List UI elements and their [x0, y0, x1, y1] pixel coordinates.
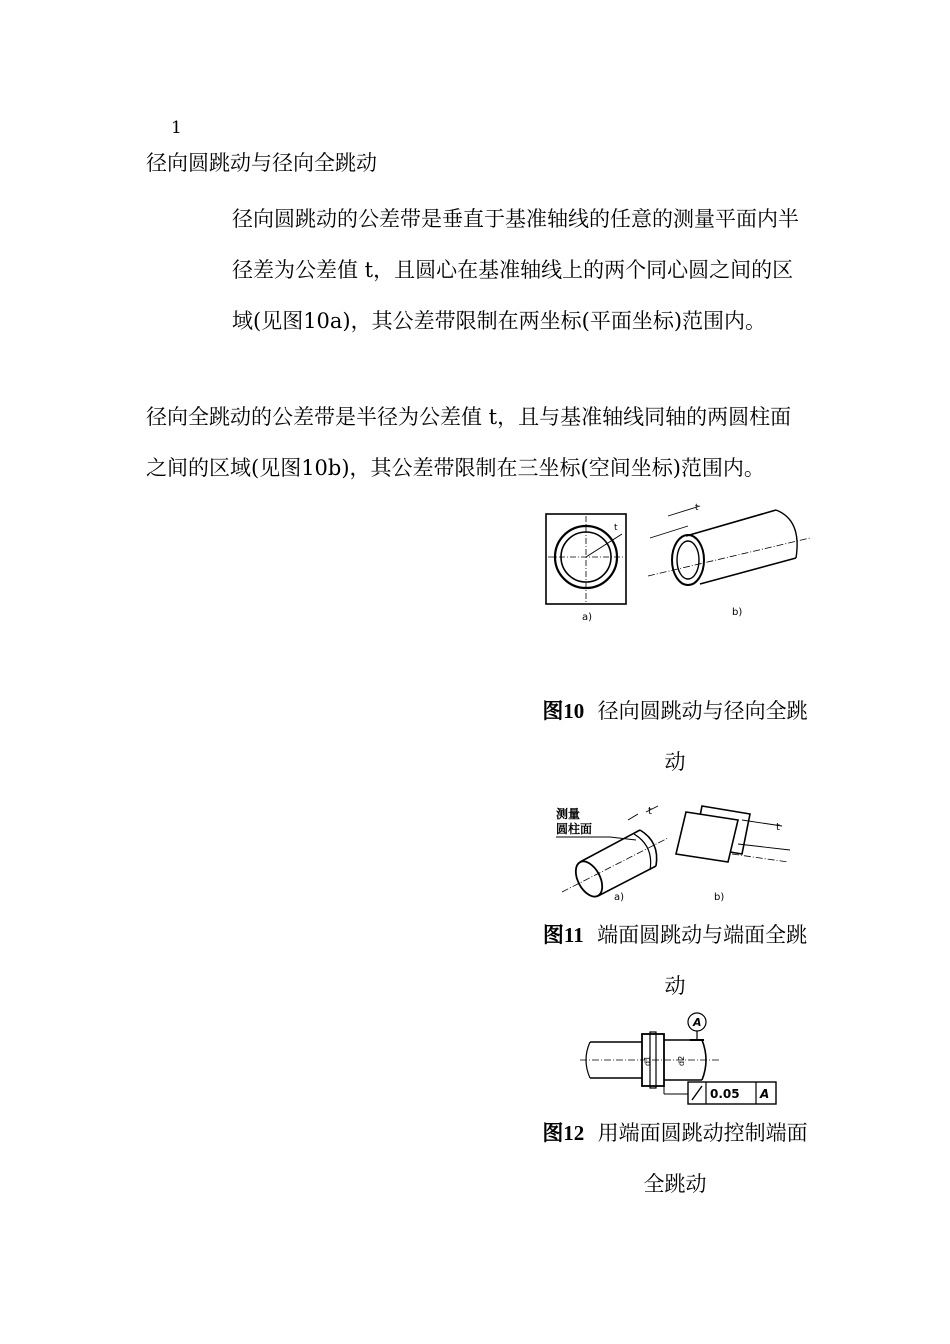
fig11-annotation-1: 测量: [556, 807, 581, 821]
fig12-datum-label: A: [693, 1016, 702, 1029]
fig12-tolerance-datum: A: [760, 1087, 770, 1101]
fig10-sub-label-a: a): [582, 612, 593, 623]
figure-12-label: 图12: [542, 1121, 585, 1145]
paragraph-radial-total-runout: 径向全跳动的公差带是半径为公差值 t，且与基准轴线同轴的两圆柱面之间的区域(见图10b)，其公差带限制在三坐标(空间坐标)范围内。: [146, 405, 792, 480]
figure-11-label: 图11: [542, 923, 584, 947]
fig10-sub-label-b: b): [732, 607, 743, 618]
figure-10-label: 图10: [542, 699, 585, 723]
figure-11-caption-text: 端面圆跳动与端面全跳动: [597, 923, 808, 998]
paragraph-radial-circular-runout: 径向圆跳动的公差带是垂直于基准轴线的任意的测量平面内半径差为公差值 t，且圆心在基准轴线上的两个同心圆之间的区域(见图10a)，其公差带限制在两坐标(平面坐标)范围内。: [232, 207, 799, 333]
figure-10-caption: [535, 686, 815, 788]
fig10-b-t-label: t: [695, 503, 699, 513]
fig11-sub-label-b: b): [714, 892, 725, 903]
fig11-b-t-label: t: [776, 822, 780, 833]
page-number: 1: [171, 118, 182, 138]
fig12-dim-d1: d1: [643, 1055, 652, 1066]
fig12-tolerance-value: 0.05: [710, 1087, 740, 1101]
fig11-sub-label-a: a): [614, 892, 625, 903]
fig12-dim-d2: d2: [677, 1055, 686, 1066]
figure-10-drawing: [540, 498, 815, 628]
section-title: 径向圆跳动与径向全跳动: [146, 151, 377, 175]
figure-12-caption: [535, 1108, 815, 1210]
figure-10-caption-text: 径向圆跳动与径向全跳动: [597, 699, 808, 774]
figure-12-caption-text: 用端面圆跳动控制端面全跳动: [597, 1121, 808, 1196]
figure-11-drawing: [552, 800, 802, 905]
figure-12-drawing: [580, 1010, 795, 1105]
fig10-a-t-label: t: [614, 523, 618, 533]
fig11-annotation-2: 圆柱面: [556, 822, 593, 836]
figure-11-caption: [535, 910, 815, 1012]
fig11-a-t-label: t: [648, 806, 652, 817]
